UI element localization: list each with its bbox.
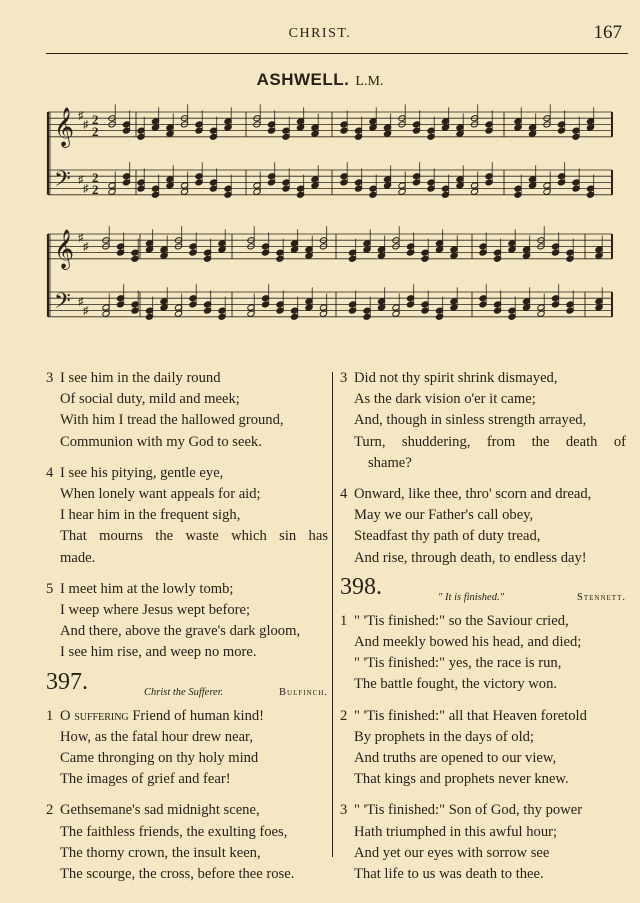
page-number: 167 [593, 22, 622, 43]
hymn-398-stanza-2: 2 " 'Tis finished:" all that Heaven foretold By prophets in the days of old; And truths are opened to our view, That kings and prophets never knew. [340, 707, 587, 788]
treble-clef: 𝄞 [54, 229, 75, 269]
right-column [340, 368, 626, 895]
sharp: ♯ [78, 232, 84, 244]
tune-meter: L.M. [355, 74, 384, 89]
sharp: ♯ [78, 110, 84, 122]
hymn-397-stanza-2: 2 Gethsemane's sad midnight scene, The faithless friends, the exulting foes, The thorny crown, the insult keen, The scourge, the cross, before thee rose. [46, 802, 295, 883]
sharp: ♯ [83, 305, 89, 317]
column-divider [332, 372, 333, 857]
time-signature: 2 [92, 170, 99, 185]
hymn-397-heading: 397. Christ the Sufferer. Bulfinch. [46, 668, 328, 698]
tune-name: ASHWELL. [256, 70, 350, 89]
hymn-398-heading: 398. " It is finished." Stennett. [340, 573, 626, 603]
bass-clef: 𝄢 [54, 167, 71, 197]
stanza-3: 3 I see him in the daily round Of social duty, mild and meek; With him I tread the hallowed ground, Communion with my God to seek. [46, 370, 284, 450]
hymn-397-stanza-1: 1 O suffering Friend of human kind! How, as the fatal hour drew near, Came thronging on thy holy mind The images of grief and fear! [46, 707, 265, 788]
right-stanza-4: 4 Onward, like thee, thro' scorn and dread, May we our Father's call obey, Steadfast thy path of duty tread, And rise, through death, to endless day! [340, 486, 592, 566]
time-signature: 2 [92, 112, 99, 127]
sharp: ♯ [83, 241, 89, 253]
left-column [46, 368, 328, 895]
bass-clef: 𝄢 [54, 289, 71, 319]
stanza-5: 5 I meet him at the lowly tomb; I weep where Jesus wept before; And there, above the grave's dark gloom, I see him rise, and weep no more. [46, 580, 301, 661]
treble-clef: 𝄞 [54, 107, 75, 147]
sharp: ♯ [78, 296, 84, 308]
time-signature: 2 [92, 182, 99, 197]
tune-title [0, 70, 640, 90]
hymn-398-stanza-1: 1 " 'Tis finished:" so the Saviour cried, And meekly bowed his head, and died; " 'Tis finished:" yes, the race is run, The battle fought, the victory won. [340, 612, 582, 693]
time-signature: 2 [92, 124, 99, 139]
sharp: ♯ [83, 119, 89, 131]
running-header: CHRIST. [288, 26, 352, 41]
stanza-4: 4 I see his pitying, gentle eye, When lonely want appeals for aid; I hear him in the frequent sigh, That mourns the waste which sin has made. [46, 464, 328, 566]
header-rule [46, 53, 628, 54]
hymn-398-stanza-3: 3 " 'Tis finished:" Son of God, thy power Hath triumphed in this awful hour; And yet our eyes with sorrow see That life to us was death to thee. [340, 802, 583, 883]
sharp: ♯ [83, 183, 89, 195]
music-score [0, 90, 640, 355]
right-stanza-3: 3 Did not thy spirit shrink dismayed, As the dark vision o'er it came; And, though in sinless strength arrayed, Turn, shuddering, from the death of shame? [340, 370, 626, 471]
sharp: ♯ [78, 174, 84, 186]
